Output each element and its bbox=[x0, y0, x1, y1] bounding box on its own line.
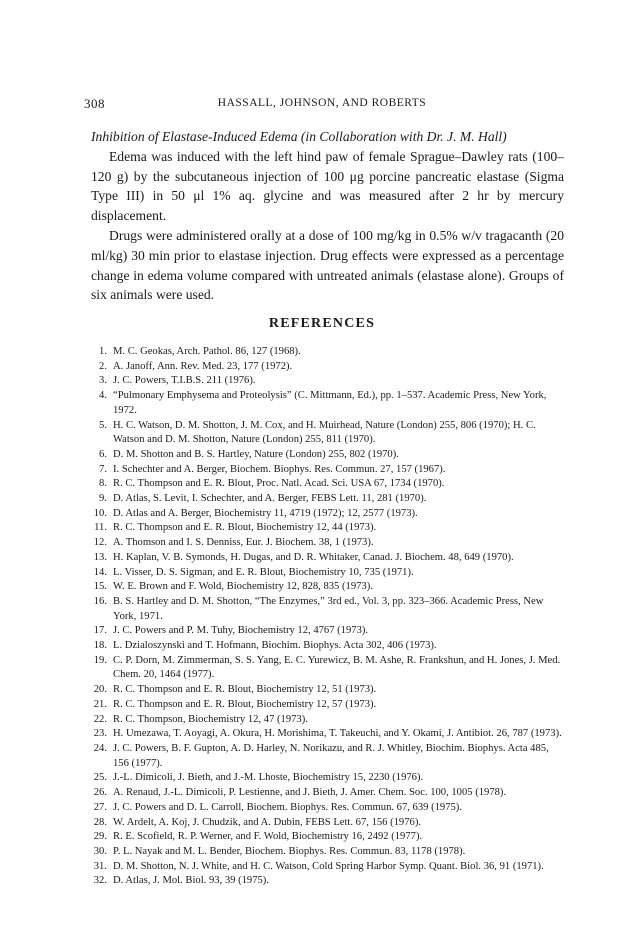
reference-number: 21. bbox=[93, 698, 107, 710]
methods-paragraph: Edema was induced with the left hind paw of female Sprague–Dawley rats (100–120 g) by the subcutaneous injection of 100 μg porcine pancreatic elastase (Sigma Type III) in 50 μl 1% aq. glycine and was measured after 2 hr by mercury displacement. bbox=[91, 148, 564, 224]
reference-item bbox=[91, 698, 564, 713]
reference-text: D. M. Shotton, N. J. White, and H. C. Watson, Cold Spring Harbor Symp. Quant. Biol. 36, 91 (1971). bbox=[113, 860, 544, 872]
reference-item bbox=[91, 566, 564, 581]
reference-number: 32. bbox=[93, 875, 107, 887]
reference-item bbox=[91, 595, 564, 624]
reference-number: 23. bbox=[93, 728, 107, 740]
reference-item bbox=[91, 845, 564, 860]
reference-text: H. Umezawa, T. Aoyagi, A. Okura, H. Morishima, T. Takeuchi, and Y. Okami, J. Antibiot. 26, 787 (1973). bbox=[113, 728, 562, 740]
reference-text: A. Renaud, J.-L. Dimicoli, P. Lestienne, and J. Bieth, J. Amer. Chem. Soc. 100, 1005 (1978). bbox=[113, 787, 507, 799]
reference-item bbox=[91, 492, 564, 507]
reference-number: 13. bbox=[93, 551, 107, 563]
reference-number: 18. bbox=[93, 640, 107, 652]
reference-number: 11. bbox=[94, 522, 107, 534]
reference-text: I. Schechter and A. Berger, Biochem. Biophys. Res. Commun. 27, 157 (1967). bbox=[113, 463, 446, 475]
reference-item bbox=[91, 742, 564, 771]
reference-number: 12. bbox=[93, 537, 107, 549]
reference-text: J.-L. Dimicoli, J. Bieth, and J.-M. Lhoste, Biochemistry 15, 2230 (1976). bbox=[113, 772, 424, 784]
reference-text: D. Atlas, S. Levit, I. Schechter, and A. Berger, FEBS Lett. 11, 281 (1970). bbox=[113, 493, 427, 505]
reference-number: 8. bbox=[99, 478, 107, 490]
reference-text: R. C. Thompson, Biochemistry 12, 47 (1973). bbox=[113, 713, 308, 725]
reference-number: 1. bbox=[99, 346, 107, 357]
reference-text: L. Dzialoszynski and T. Hofmann, Biochim. Biophys. Acta 302, 406 (1973). bbox=[113, 640, 437, 652]
reference-item bbox=[91, 463, 564, 478]
reference-text: R. C. Thompson and E. R. Blout, Proc. Natl. Acad. Sci. USA 67, 1734 (1970). bbox=[113, 478, 445, 490]
reference-number: 28. bbox=[93, 816, 107, 828]
reference-number: 20. bbox=[93, 684, 107, 696]
reference-item bbox=[91, 801, 564, 816]
reference-number: 25. bbox=[93, 772, 107, 784]
reference-text: L. Visser, D. S. Sigman, and E. R. Blout, Biochemistry 10, 735 (1971). bbox=[113, 566, 414, 578]
methods-paragraph: Drugs were administered orally at a dose of 100 mg/kg in 0.5% w/v tragacanth (20 ml/kg) 30 min prior to elastase injection. Drug effects were expressed as a percentage change in edema volume compared with untreated animals (elastase alone). Groups of six animals were used. bbox=[91, 227, 564, 303]
reference-text: W. Ardelt, A. Koj, J. Chudzik, and A. Dubin, FEBS Lett. 67, 156 (1976). bbox=[113, 816, 421, 828]
reference-number: 7. bbox=[99, 463, 107, 475]
reference-number: 29. bbox=[93, 831, 107, 843]
reference-text: J. C. Powers, T.I.B.S. 211 (1976). bbox=[113, 375, 256, 387]
reference-text: D. Atlas and A. Berger, Biochemistry 11, 4719 (1972); 12, 2577 (1973). bbox=[113, 507, 418, 519]
reference-item bbox=[91, 374, 564, 389]
reference-item bbox=[91, 816, 564, 831]
reference-number: 31. bbox=[93, 860, 107, 872]
reference-number: 22. bbox=[93, 713, 107, 725]
reference-item bbox=[91, 654, 564, 683]
reference-text: R. C. Thompson and E. R. Blout, Biochemistry 12, 44 (1973). bbox=[113, 522, 377, 534]
reference-number: 16. bbox=[93, 595, 107, 607]
reference-item bbox=[91, 419, 564, 448]
reference-item bbox=[91, 448, 564, 463]
reference-text: M. C. Geokas, Arch. Pathol. 86, 127 (1968). bbox=[113, 346, 301, 357]
reference-text: B. S. Hartley and D. M. Shotton, “The Enzymes,” 3rd ed., Vol. 3, pp. 323–366. Academic Press, New York, 1971. bbox=[113, 595, 544, 622]
reference-number: 26. bbox=[93, 787, 107, 799]
reference-number: 19. bbox=[93, 654, 107, 666]
reference-item bbox=[91, 713, 564, 728]
reference-text: D. Atlas, J. Mol. Biol. 93, 39 (1975). bbox=[113, 875, 269, 887]
reference-number: 14. bbox=[93, 566, 107, 578]
reference-list bbox=[91, 345, 564, 889]
reference-item bbox=[91, 551, 564, 566]
reference-text: W. E. Brown and F. Wold, Biochemistry 12, 828, 835 (1973). bbox=[113, 581, 373, 593]
reference-text: H. C. Watson, D. M. Shotton, J. M. Cox, and H. Muirhead, Nature (London) 255, 806 (1970); H. C. Watson and D. M. Shotton, Nature (London) 255, 811 (1970). bbox=[113, 419, 536, 446]
reference-number: 10. bbox=[93, 507, 107, 519]
reference-text: R. C. Thompson and E. R. Blout, Biochemistry 12, 57 (1973). bbox=[113, 698, 377, 710]
reference-item bbox=[91, 580, 564, 595]
reference-text: D. M. Shotton and B. S. Hartley, Nature (London) 255, 802 (1970). bbox=[113, 448, 399, 460]
reference-item bbox=[91, 345, 564, 360]
reference-number: 30. bbox=[93, 845, 107, 857]
reference-number: 6. bbox=[99, 448, 107, 460]
reference-number: 24. bbox=[93, 742, 107, 754]
reference-text: P. L. Nayak and M. L. Bender, Biochem. Biophys. Res. Commun. 83, 1178 (1978). bbox=[113, 845, 466, 857]
section-heading: Inhibition of Elastase-Induced Edema (in Collaboration with Dr. J. M. Hall) bbox=[91, 129, 507, 144]
reference-item bbox=[91, 683, 564, 698]
reference-text: A. Janoff, Ann. Rev. Med. 23, 177 (1972). bbox=[113, 360, 293, 372]
reference-number: 27. bbox=[93, 801, 107, 813]
reference-number: 17. bbox=[93, 625, 107, 637]
reference-text: J. C. Powers, B. F. Gupton, A. D. Harley, N. Norikazu, and R. J. Whitley, Biochim. Biophys. Acta 485, 156 (1977). bbox=[113, 742, 549, 769]
page-number: 308 bbox=[84, 96, 105, 111]
reference-item bbox=[91, 786, 564, 801]
reference-number: 4. bbox=[99, 390, 107, 402]
reference-item bbox=[91, 536, 564, 551]
reference-item bbox=[91, 360, 564, 375]
reference-item bbox=[91, 771, 564, 786]
reference-text: R. C. Thompson and E. R. Blout, Biochemistry 12, 51 (1973). bbox=[113, 684, 377, 696]
reference-item bbox=[91, 874, 564, 889]
reference-item bbox=[91, 727, 564, 742]
reference-item bbox=[91, 477, 564, 492]
reference-text: A. Thomson and I. S. Denniss, Eur. J. Biochem. 38, 1 (1973). bbox=[113, 537, 374, 549]
reference-text: J. C. Powers and D. L. Carroll, Biochem. Biophys. Res. Commun. 67, 639 (1975). bbox=[113, 801, 462, 813]
reference-item bbox=[91, 507, 564, 522]
reference-item bbox=[91, 830, 564, 845]
reference-item bbox=[91, 860, 564, 875]
reference-item bbox=[91, 521, 564, 536]
reference-text: J. C. Powers and P. M. Tuhy, Biochemistry 12, 4767 (1973). bbox=[113, 625, 369, 637]
reference-text: C. P. Dorn, M. Zimmerman, S. S. Yang, E. C. Yurewicz, B. M. Ashe, R. Frankshun, and H. Jones, J. Med. Chem. 20, 1464 (1977). bbox=[113, 654, 561, 681]
reference-item bbox=[91, 624, 564, 639]
running-head-title: HASSALL, JOHNSON, AND ROBERTS bbox=[217, 97, 427, 109]
reference-number: 15. bbox=[93, 581, 107, 593]
reference-item bbox=[91, 389, 564, 418]
references-heading: REFERENCES bbox=[268, 316, 376, 331]
reference-text: H. Kaplan, V. B. Symonds, H. Dugas, and D. R. Whitaker, Canad. J. Biochem. 48, 649 (1970). bbox=[113, 551, 514, 563]
reference-number: 9. bbox=[99, 493, 107, 505]
methods-section bbox=[91, 127, 564, 305]
reference-number: 2. bbox=[99, 360, 107, 372]
running-head bbox=[84, 96, 560, 112]
reference-text: “Pulmonary Emphysema and Proteolysis” (C. Mittmann, Ed.), pp. 1–537. Academic Press, New York, 1972. bbox=[113, 390, 547, 416]
reference-item bbox=[91, 639, 564, 654]
reference-number: 3. bbox=[99, 375, 107, 387]
reference-text: R. E. Scofield, R. P. Werner, and F. Wold, Biochemistry 16, 2492 (1977). bbox=[113, 831, 423, 843]
reference-number: 5. bbox=[99, 419, 107, 431]
